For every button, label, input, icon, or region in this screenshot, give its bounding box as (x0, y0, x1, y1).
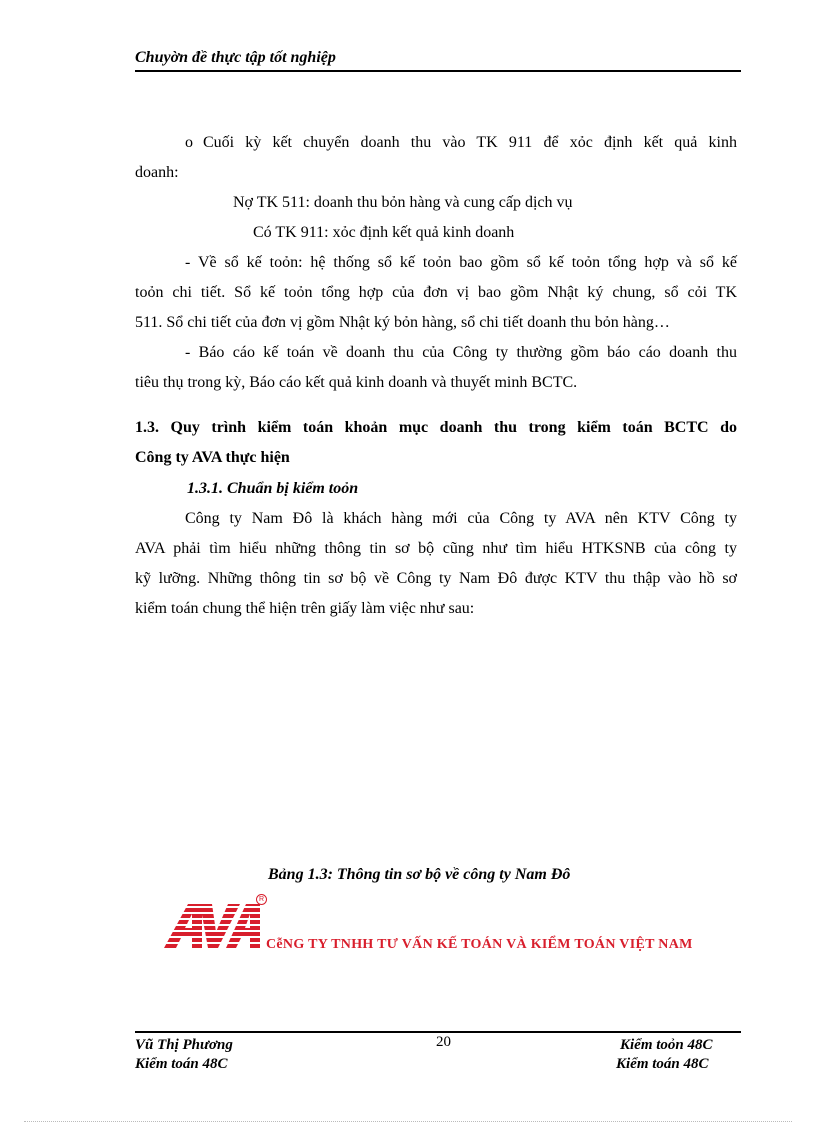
section-heading: Công ty AVA thực hiện (135, 449, 290, 466)
paragraph-line: - Báo cáo kế toán về doanh thu của Công ty thường gồm báo cáo doanh thu (185, 344, 737, 361)
paragraph-line: kiểm toán chung thể hiện trên giấy làm việc như sau: (135, 600, 475, 617)
paragraph-line: tiêu thụ trong kỳ, Báo cáo kết quả kinh doanh và thuyết minh BCTC. (135, 374, 578, 391)
footer-class-right-2: Kiểm toán 48C (616, 1056, 709, 1072)
registered-mark: R (256, 894, 267, 905)
ava-logo (162, 896, 266, 952)
bullet-symbol: o (185, 134, 193, 151)
paragraph-line: Cuối kỳ kết chuyển doanh thu vào TK 911 để xỏc định kết quả kinh (203, 134, 737, 151)
paragraph-line: - Về sổ kế toỏn: hệ thống sổ kế toỏn bao gồm sổ kế toỏn tổng hợp và sổ kế (185, 254, 737, 271)
accounting-entry-credit: Có TK 911: xỏc định kết quả kinh doanh (253, 224, 515, 241)
paragraph-line: AVA phải tìm hiểu những thông tin sơ bộ cũng như tìm hiểu HTKSNB của công ty (135, 540, 737, 557)
subsection-heading: 1.3.1. Chuẩn bị kiểm toỏn (187, 480, 359, 497)
paragraph-line: kỹ lưỡng. Những thông tin sơ bộ về Công ty Nam Đô được KTV thu thập vào hồ sơ (135, 570, 737, 587)
footer-class-left: Kiểm toán 48C (135, 1056, 228, 1072)
paragraph-line: Công ty Nam Đô là khách hàng mới của Công ty AVA nên KTV Công ty (185, 510, 737, 527)
ava-logo-graphic (162, 896, 266, 952)
header-divider (135, 70, 741, 72)
header-title: Chuyờn đề thực tập tốt nghiệp (135, 49, 336, 66)
footer-divider (135, 1031, 741, 1033)
paragraph-line: doanh: (135, 164, 179, 181)
section-heading: 1.3. Quy trình kiểm toán khoản mục doanh thu trong kiểm toán BCTC do (135, 419, 737, 436)
page-number: 20 (436, 1034, 451, 1050)
table-caption: Bảng 1.3: Thông tin sơ bộ về công ty Nam Đô (268, 866, 571, 883)
footer-class-right: Kiểm toỏn 48C (620, 1037, 713, 1053)
paragraph-line: toỏn chi tiết. Sổ kế toỏn tổng hợp của đơn vị bao gồm Nhật ký chung, sổ cỏi TK (135, 284, 737, 301)
footer-author: Vũ Thị Phương (135, 1037, 233, 1053)
page-edge (24, 1121, 792, 1122)
accounting-entry-debit: Nợ TK 511: doanh thu bỏn hàng và cung cấp dịch vụ (233, 194, 573, 211)
company-name: CễNG TY TNHH TƯ VẤN KẾ TOÁN VÀ KIỂM TOÁN VIỆT NAM (266, 937, 693, 952)
paragraph-line: 511. Sổ chi tiết của đơn vị gồm Nhật ký bỏn hàng, sổ chi tiết doanh thu bỏn hàng… (135, 314, 670, 331)
